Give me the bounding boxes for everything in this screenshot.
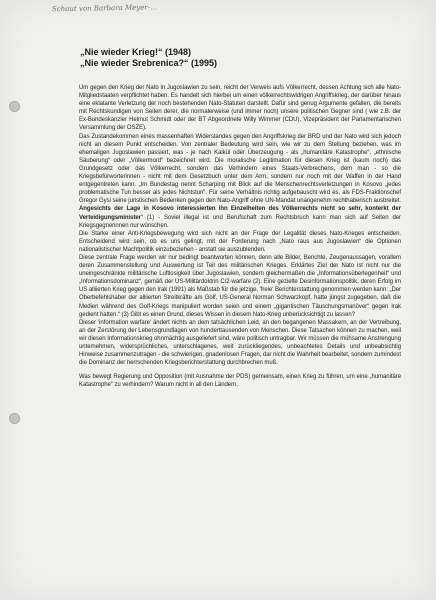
paragraph: Diese zentrale Frage werden wir nur bedingt beantworten können, denn alle Bilder, Berichte, Zeugenaussagen, vorallem deren Zusammenstellung und Auswertung ist Teil des militärischen Krieges. Erklärtes Ziel der Nato ist nicht nur die uneingeschränkte militärische Luftlosigkeit über Jugoslawien, sondern gleichermaßen die „Informationsüberlegenheit“ und „Informationsdominanz“, gemäß der US-Militärdoktrin C/2-warfare (2). Eine gezielte Desinformationspolitik, deren Erfolg im US alliierten Krieg gegen den Irak (1991) als Maßstab für die jetzige, 'freie' Berichterstattung genommen werden kann: „Der Oberbefehlshaber der alliierten Streitkräfte am Golf, US-General Norman Schwarzkopf, hatte jüngst zugegeben, daß die Medien während des Golf-Kriegs manipuliert worden seien und einem „gigantischen Täuschungsmanöver“ gegen Irak gedient hatten.“ (3) Gibt es einen Grund, dieses Wissen in diesem Nato-Krieg unberücksichtigt zu lassen? xyxy=(79,254,401,318)
article-title xyxy=(80,47,217,69)
paragraph: Das Zustandekommen eines massenhaften Widerstandes gegen den Angriffskrieg der BRD und der Nato wird sich jedoch nicht an diesem Punkt entscheiden. Von zentraler Bedeutung wird sein, wie wir zu dem Stellung beziehen, was im ehemaligen Jugoslawien passiert, was - je nach Kalkül oder Überzeugung - als „humanitäre Katastrophe“, „ethnische Säuberung“ oder „Völkermord“ bezeichnet wird. Die moralische Legitimation für diesen Krieg ist (kaum noch) das Grundgesetz oder das Völkerrecht, sondern das Verhindern eines Staats-Verbrechens, dem man - so die Kriegsbefürworterinnen - nicht mit dem Gesetzbuch unter dem Arm, sondern nur noch mit der Waffen in der Hand entgegentreten kann. „Im Bundestag nennt Scharping mit Blick auf die Menschenrechtsverletzungen in Kosovo „jedes problematische Tun besser als jedes Nichtstun“. Für seine Verhältnis richtig aufgebauscht wird es, als FDS-Fraktionschef Gregor Gysi seine juristischen Bedenken gegen den Nato-Angriff ohne UN-Mandat unangenehm rechthaberisch ausbreitet. Angesichts der Lage in Kosovo interessierten ihn Einzelheiten des Völkerrechts nicht so sehr, konterkt der Verteidigungsminister“ (1) - Soviel illegal ist und Berufschaft zum Rechtsbruch kann man sich auf Seiten der Kriegsgegnerinnen nur wünschen. xyxy=(79,133,401,229)
punch-hole xyxy=(9,101,20,112)
article-body xyxy=(79,84,401,389)
paragraph: Dieser 'information warfare' ändert nichts an dem tatsächlichen Leid, an den begangenen Massakern, an der Vertreibung, an der Zerstörung der Lebensgrundlagen von hunderttausenden von Menschen. Diese Tatsachen können zu machen, weil wir diesen Informationskrieg ohnmächtig ausgeliefert sind, wäre politisch untragbar. Wir müssen die mühsame Anstrengung unternehmen, widersprüchliches, unterschlagenes, weit zurückliegendes, unbeachtetes Details und unbeabsichtig Hinweise zusammenzutragen - die schwierigen, gnadenlosen Fragen, dar nicht die Wahrheit bearbeitet, sondern zumindest die Dominanz der herrschenden Kriegsberichterstattung durchbrechen muß. xyxy=(79,319,401,367)
punch-hole xyxy=(9,413,20,424)
paragraph: Um gegen den Krieg der Nato in Jugoslawien zu sein, reicht der Verweis aufs Völkerrecht, dessen Achtung sich alle Nato-Mitgliedstaaten verpflichtet haben. Es handelt sich hierbei um einen völkerrechtswidrigen Angriffskrieg, der darüber hinaus eine eklatante Verletzung der noch bestehenden Nato-Statuten darstellt. Dafür sind genug Argumente gefallen, die bereits mit Rechtskundigen von Seiten derer, die normalerweise (und immer noch) unsere politischen Gegner sind ( wie z.B. der Ex-Bundeskanzler Helmut Schmidt oder der BT Abgeordnete Willy Wimmer (CDU), Vizepräsident der Parlamentarischen Versammlung der OSZE). xyxy=(79,85,401,132)
paragraph: Was bewegt Regierung und Opposition (mit Ausnahme der PDS) gemeinsam, einen Krieg zu führen, um eine „humanitäre Katastrophe“ zu verhindern? Warum nicht in all den Ländern, xyxy=(79,374,401,389)
title-line-2: „Nie wieder Srebrenica?“ (1995) xyxy=(80,58,218,68)
title-line-1: „Nie wieder Krieg!“ (1948) xyxy=(80,47,192,57)
handwritten-note: Schaut von Barbara Meyer-… xyxy=(51,3,158,14)
emphasis-text: Angesichts der Lage in Kosovo interessierten ihn Einzelheiten des Völkerrechts nicht so sehr, konterkt der Verteidigungsminister xyxy=(79,206,401,221)
paragraph: Die Starke einer Anti-Kriegsbewegung wird sich nicht an der Frage der Legalität dieses Nato-Krieges entscheiden. Entscheidend wird sein, ob es uns gelingt, mit der Forderung nach „Nato raus aus Jugoslawien“ die Optionen nationalistischer Machtpolitik einzubeziehen - anstatt sie auszublenden. xyxy=(79,230,401,253)
